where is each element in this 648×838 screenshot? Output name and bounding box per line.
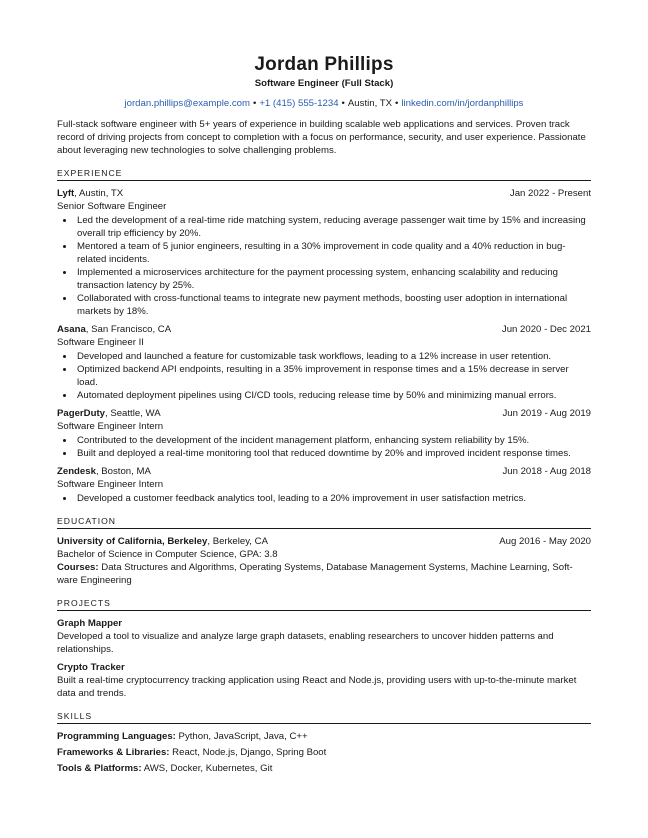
school-location: , Berkeley, CA <box>207 536 268 547</box>
phone-link[interactable]: +1 (415) 555-1234 <box>259 98 339 109</box>
skill-value: React, Node.js, Django, Spring Boot <box>169 747 327 758</box>
job-header <box>57 187 591 200</box>
job-dates: Jun 2019 - Aug 2019 <box>502 408 591 419</box>
job-bullet: • Mentored a team of 5 junior engineers, resulting in a 30% improvement in code quality and a 40% reduction in bug-related incidents. <box>75 240 591 266</box>
skill-row <box>57 730 591 743</box>
project-description: Developed a tool to visualize and analyze large graph datasets, enabling researchers to uncover hidden patterns and relationships. <box>57 631 554 655</box>
skill-value: Python, JavaScript, Java, C++ <box>175 731 308 742</box>
job-bullet: • Built and deployed a real-time monitoring tool that reduced downtime by 20% and improved incident response times. <box>75 447 591 460</box>
skill-label: Tools & Platforms: <box>57 763 142 774</box>
contact-separator: • <box>395 98 399 109</box>
company-location: , Seattle, WA <box>104 408 161 419</box>
degree: Bachelor of Science in Computer Science, GPA: 3.8 <box>57 549 278 560</box>
job-bullet: • Implemented a microservices architecture for the payment processing system, enhancing scalability and reducing transaction latency by 25%. <box>75 266 591 292</box>
education-entry <box>57 535 591 587</box>
skill-row <box>57 762 591 775</box>
job-dates: Jun 2018 - Aug 2018 <box>502 466 591 477</box>
job-bullets <box>57 214 591 318</box>
contact-separator: • <box>252 98 257 109</box>
candidate-title: Software Engineer (Full Stack) <box>254 78 394 89</box>
company-name: PagerDuty <box>57 408 105 419</box>
job-dates: Jan 2022 - Present <box>509 188 591 199</box>
job-title: Senior Software Engineer <box>57 201 167 212</box>
project-entry <box>57 661 591 700</box>
courses-list: Data Structures and Algorithms, Operating Systems, Database Management Systems, Machine Learning, Soft-ware Engineering <box>57 562 573 586</box>
job-bullets <box>57 434 591 460</box>
resume-header <box>57 54 591 110</box>
project-name: Crypto Tracker <box>57 662 125 673</box>
skill-value: AWS, Docker, Kubernetes, Git <box>141 763 273 774</box>
location-text: Austin, TX <box>347 98 392 109</box>
linkedin-link[interactable]: linkedin.com/in/jordanphillips <box>401 98 524 109</box>
projects-list <box>57 617 591 700</box>
company-location: , Austin, TX <box>74 188 124 199</box>
job-bullets <box>57 350 591 402</box>
job-bullet: • Developed a customer feedback analytics tool, leading to a 20% improvement in user satisfaction metrics. <box>75 492 591 505</box>
company-location: , Boston, MA <box>95 466 151 477</box>
job-bullet: • Collaborated with cross-functional teams to integrate new payment methods, boosting user adoption in international markets by 18%. <box>75 292 591 318</box>
candidate-name: Jordan Phillips <box>254 54 394 75</box>
summary-paragraph: Full-stack software engineer with 5+ years of experience in building scalable web applications and services. Proven track record of driving projects from concept to completion with a focus on performance, security, and user experience. Passionate about leveraging new technologies to solve challenging problems. <box>57 119 586 156</box>
school-name: University of California, Berkeley <box>57 536 208 547</box>
job-header <box>57 407 591 420</box>
job-title: Software Engineer Intern <box>57 479 164 490</box>
email-link[interactable]: jordan.phillips@example.com <box>124 98 250 109</box>
skills-list <box>57 730 591 775</box>
section-title-education: EDUCATION <box>57 516 591 529</box>
job-bullet: • Contributed to the development of the incident management platform, enhancing system reliability by 15%. <box>75 434 591 447</box>
job-entry <box>57 407 591 460</box>
experience-list <box>57 187 591 505</box>
contact-line <box>57 97 591 110</box>
company-name: Zendesk <box>57 466 96 477</box>
company-name: Asana <box>57 324 86 335</box>
section-title-skills: SKILLS <box>57 711 591 724</box>
courses-label: Courses: <box>57 562 99 573</box>
job-header <box>57 323 591 336</box>
job-bullet: • Optimized backend API endpoints, resulting in a 35% improvement in response times and a 15% decrease in server load. <box>75 363 591 389</box>
project-description: Built a real-time cryptocurrency tracking application using React and Node.js, providing users with up-to-the-minute market data and trends. <box>57 675 577 699</box>
section-title-projects: PROJECTS <box>57 598 591 611</box>
company-name: Lyft <box>57 188 75 199</box>
courses <box>57 561 591 587</box>
project-name: Graph Mapper <box>57 618 123 629</box>
contact-separator: • <box>341 98 345 109</box>
job-bullets <box>57 492 591 505</box>
job-entry <box>57 323 591 402</box>
job-header <box>57 465 591 478</box>
job-entry <box>57 187 591 318</box>
section-title-experience: EXPERIENCE <box>57 168 591 181</box>
skill-label: Frameworks & Libraries: <box>57 747 170 758</box>
job-bullet: • Automated deployment pipelines using CI/CD tools, reducing release time by 50% and minimizing manual errors. <box>75 389 591 402</box>
job-dates: Jun 2020 - Dec 2021 <box>501 324 591 335</box>
project-entry <box>57 617 591 656</box>
job-title: Software Engineer II <box>57 337 144 348</box>
job-bullet: • Led the development of a real-time ride matching system, reducing average passenger wait time by 15% and increasing overall trip efficiency by 20%. <box>75 214 591 240</box>
education-dates: Aug 2016 - May 2020 <box>499 536 591 547</box>
job-bullet: • Developed and launched a feature for customizable task workflows, leading to a 12% increase in user retention. <box>75 350 591 363</box>
education-header <box>57 535 591 548</box>
skill-label: Programming Languages: <box>57 731 176 742</box>
skill-row <box>57 746 591 759</box>
company-location: , San Francisco, CA <box>85 324 172 335</box>
job-entry <box>57 465 591 505</box>
job-title: Software Engineer Intern <box>57 421 164 432</box>
